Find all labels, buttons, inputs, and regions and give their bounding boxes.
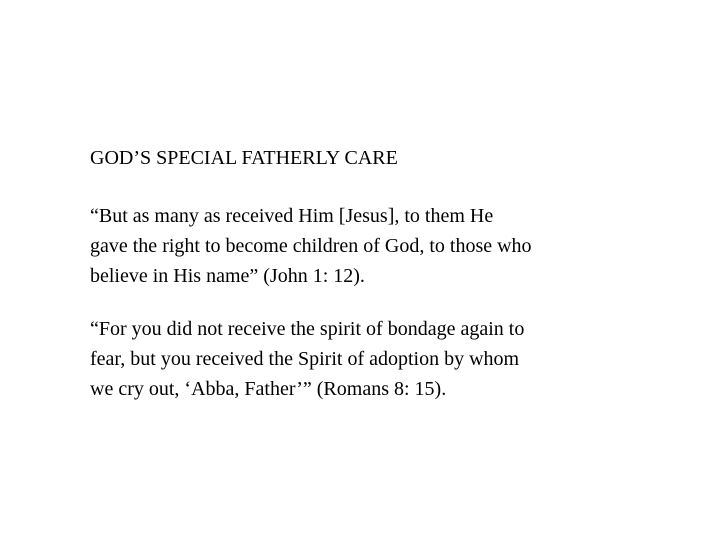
- quote-line: we cry out, ‘Abba, Father’” (Romans 8: 15).: [90, 378, 447, 400]
- quote-line: “For you did not receive the spirit of bondage again to: [90, 318, 525, 340]
- quote-line: believe in His name” (John 1: 12).: [90, 265, 365, 287]
- quote-john: [90, 201, 650, 291]
- slide-heading: GOD’S SPECIAL FATHERLY CARE: [90, 147, 398, 169]
- quote-line: fear, but you received the Spirit of adoption by whom: [90, 348, 520, 370]
- quote-line: gave the right to become children of God, to those who: [90, 235, 532, 257]
- quote-line: “But as many as received Him [Jesus], to them He: [90, 205, 494, 227]
- slide-content: [90, 143, 650, 427]
- quote-romans: [90, 314, 650, 404]
